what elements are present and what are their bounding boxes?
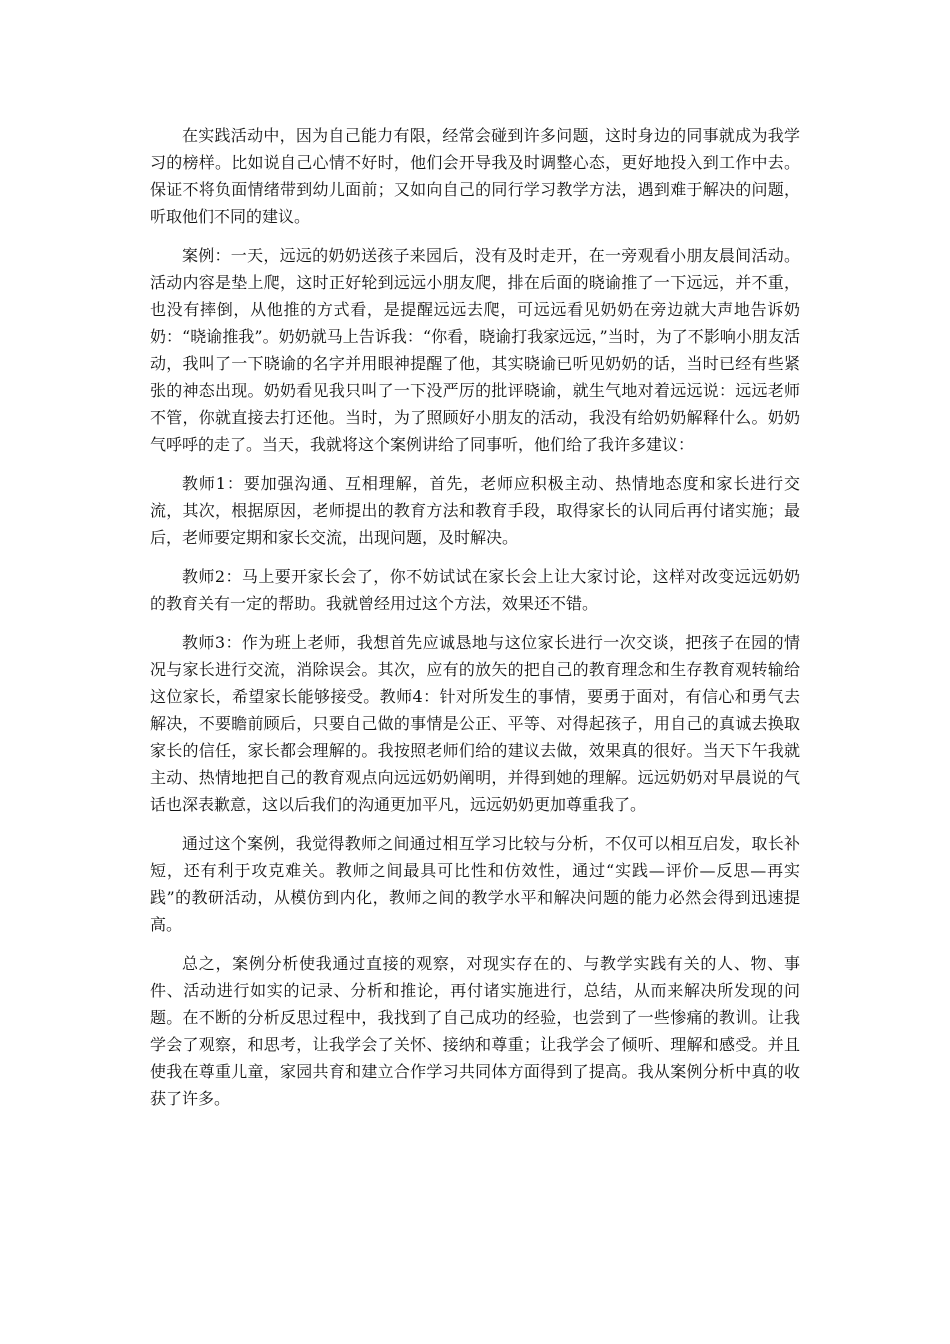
paragraph-teacher-3-4: 教师3：作为班上老师，我想首先应诚恳地与这位家长进行一次交谈，把孩子在园的情况与家长进行交流，消除误会。其次，应有的放矢的把自己的教育理念和生存教育观转输给这位家长，希望家长能够接受。教师4：针对所发生的事情，要勇于面对，有信心和勇气去解决，不要瞻前顾后，只要自己做的事情是公正、平等、对得起孩子，用自己的真诚去换取家长的信任，家长都会理解的。我按照老师们给的建议去做，效果真的很好。当天下午我就主动、热情地把自己的教育观点向远远奶奶阐明，并得到她的理解。远远奶奶对早晨说的气话也深表歉意，这以后我们的沟通更加平凡，远远奶奶更加尊重我了。 (150, 633, 800, 814)
paragraph-teacher-2: 教师2：马上要开家长会了，你不妨试试在家长会上让大家讨论，这样对改变远远奶奶的教育关有一定的帮助。我就曾经用过这个方法，效果还不错。 (150, 567, 800, 613)
paragraph-intro: 在实践活动中，因为自己能力有限，经常会碰到许多问题，这时身边的同事就成为我学习的榜样。比如说自己心情不好时，他们会开导我及时调整心态，更好地投入到工作中去。保证不将负面情绪带到幼儿面前；又如向自己的同行学习教学方法，遇到难于解决的问题，听取他们不同的建议。 (150, 126, 800, 226)
paragraph-teacher-1: 教师1：要加强沟通、互相理解，首先，老师应积极主动、热情地态度和家长进行交流，其次，根据原因，老师提出的教育方法和教育手段，取得家长的认同后再付诸实施；最后，老师要定期和家长交流，出现问题，及时解决。 (150, 474, 800, 547)
paragraph-case: 案例：一天，远远的奶奶送孩子来园后，没有及时走开，在一旁观看小朋友晨间活动。活动内容是垫上爬，这时正好轮到远远小朋友爬，排在后面的晓谕推了一下远远，并不重，也没有摔倒，从他推的方式看，是提醒远远去爬，可远远看见奶奶在旁边就大声地告诉奶奶：“晓谕推我”。奶奶就马上告诉我：“你看，晓谕打我家远远，”当时，为了不影响小朋友活动，我叫了一下晓谕的名字并用眼神提醒了他，其实晓谕已听见奶奶的话，当时已经有些紧张的神态出现。奶奶看见我只叫了一下没严厉的批评晓谕，就生气地对着远远说：远远老师不管，你就直接去打还他。当时，为了照顾好小朋友的活动，我没有给奶奶解释什么。奶奶气呼呼的走了。当天，我就将这个案例讲给了同事听，他们给了我许多建议： (150, 246, 800, 454)
paragraph-reflection: 通过这个案例，我觉得教师之间通过相互学习比较与分析，不仅可以相互启发，取长补短，还有利于攻克难关。教师之间最具可比性和仿效性，通过“实践—评价—反思—再实践”的教研活动，从模仿到内化，教师之间的教学水平和解决问题的能力必然会得到迅速提高。 (150, 834, 800, 934)
document-body (150, 122, 800, 1124)
paragraph-conclusion: 总之，案例分析使我通过直接的观察，对现实存在的、与教学实践有关的人、物、事件、活动进行如实的记录、分析和推论，再付诸实施进行，总结，从而来解决所发现的问题。在不断的分析反思过程中，我找到了自己成功的经验，也尝到了一些惨痛的教训。让我学会了观察，和思考，让我学会了关怀、接纳和尊重；让我学会了倾听、理解和感受。并且使我在尊重儿童，家园共育和建立合作学习共同体方面得到了提高。我从案例分析中真的收获了许多。 (150, 954, 800, 1108)
